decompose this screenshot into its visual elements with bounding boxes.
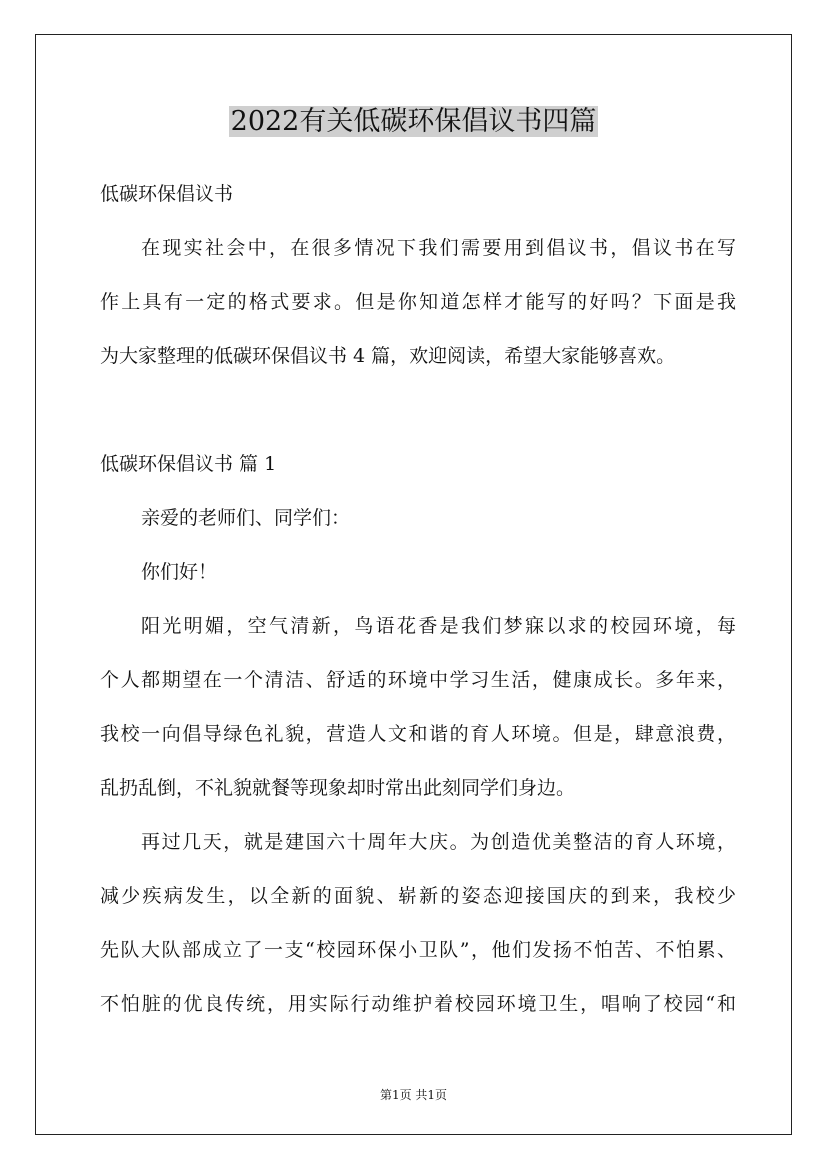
paragraph2-line-3: 先队大队部成立了一支“校园环保小卫队”，他们发扬不怕苦、不怕累、 bbox=[100, 939, 736, 961]
document-title-text: 2022有关低碳环保倡议书四篇 bbox=[230, 106, 597, 137]
greeting: 你们好！ bbox=[141, 561, 218, 583]
intro-line-1: 在现实社会中，在很多情况下我们需要用到倡议书，倡议书在写 bbox=[141, 237, 736, 259]
paragraph1-line-2: 个人都期望在一个清洁、舒适的环境中学习生活，健康成长。多年来， bbox=[100, 669, 736, 691]
intro-line-2: 作上具有一定的格式要求。但是你知道怎样才能写的好吗？下面是我 bbox=[100, 291, 736, 313]
paragraph2-line-2: 减少疾病发生，以全新的面貌、崭新的姿态迎接国庆的到来，我校少 bbox=[100, 885, 736, 907]
document-title bbox=[0, 104, 827, 140]
paragraph1-line-3: 我校一向倡导绿色礼貌，营造人文和谐的育人环境。但是，肆意浪费， bbox=[100, 723, 736, 745]
chapter-heading: 低碳环保倡议书 篇 1 bbox=[100, 453, 277, 475]
paragraph2-line-4: 不怕脏的优良传统，用实际行动维护着校园环境卫生，唱响了校园“和 bbox=[100, 993, 736, 1015]
intro-line-3: 为大家整理的低碳环保倡议书 4 篇，欢迎阅读，希望大家能够喜欢。 bbox=[100, 345, 676, 367]
paragraph1-line-4: 乱扔乱倒，不礼貌就餐等现象却时常出此刻同学们身边。 bbox=[100, 777, 576, 799]
salutation: 亲爱的老师们、同学们： bbox=[141, 507, 351, 529]
paragraph2-line-1: 再过几天，就是建国六十周年大庆。为创造优美整洁的育人环境， bbox=[141, 831, 736, 853]
section-heading: 低碳环保倡议书 bbox=[100, 183, 234, 205]
page-footer: 第1页 共1页 bbox=[379, 1088, 448, 1102]
paragraph1-line-1: 阳光明媚，空气清新，鸟语花香是我们梦寐以求的校园环境，每 bbox=[141, 615, 736, 637]
